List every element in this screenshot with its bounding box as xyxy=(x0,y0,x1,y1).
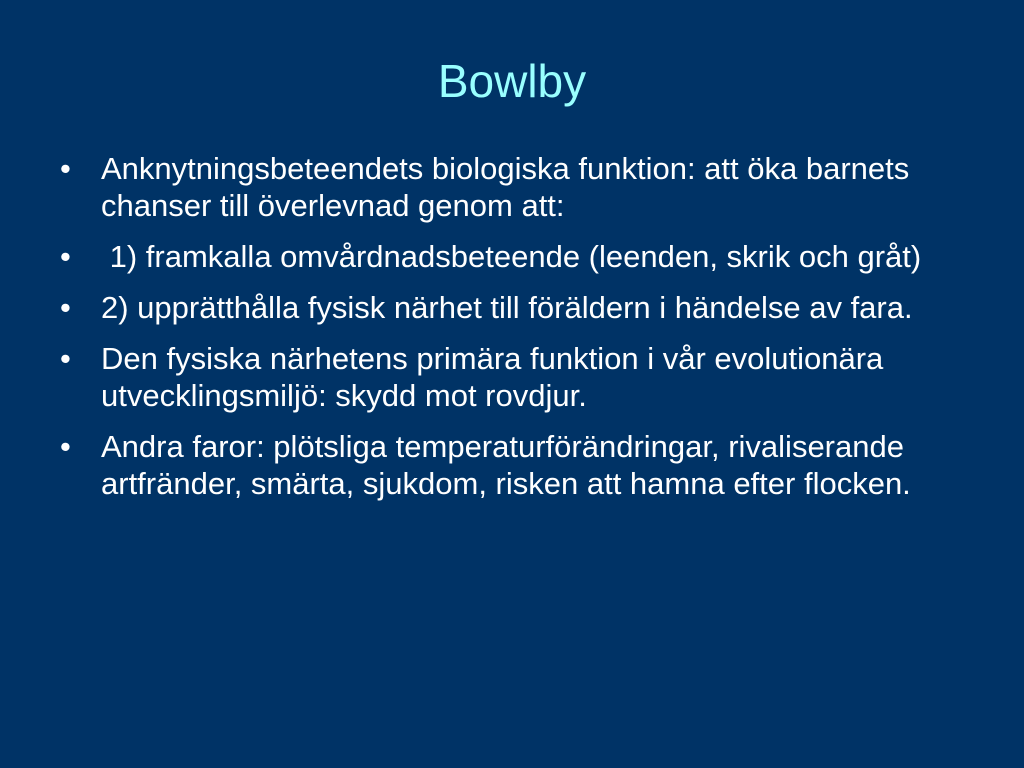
bullet-item-3 xyxy=(60,289,980,326)
bullet-item-4 xyxy=(60,340,980,414)
bullet-marker: • xyxy=(60,290,71,325)
bullet-text: Den fysiska närhetens primära funktion i vår evolutionära utvecklingsmiljö: skydd mot rovdjur. xyxy=(101,341,892,413)
bullet-marker: • xyxy=(60,239,71,274)
bullet-marker: • xyxy=(60,341,71,376)
bullet-item-1 xyxy=(60,150,980,224)
bullet-text: 2) upprätthålla fysisk närhet till föräldern i händelse av fara. xyxy=(101,290,913,325)
bullet-marker: • xyxy=(60,429,71,464)
bullet-text: 1) framkalla omvårdnadsbeteende (leenden, skrik och gråt) xyxy=(101,239,922,274)
bullet-list xyxy=(60,150,980,516)
slide-title: Bowlby xyxy=(437,55,587,107)
bullet-item-2 xyxy=(60,238,980,275)
bullet-item-5 xyxy=(60,428,980,502)
bullet-text: Anknytningsbeteendets biologiska funktion: att öka barnets chanser till överlevnad genom att: xyxy=(101,151,918,223)
bullet-text: Andra faror: plötsliga temperaturförändringar, rivaliserande artfränder, smärta, sjukdom, risken att hamna efter flocken. xyxy=(101,429,913,501)
bullet-marker: • xyxy=(60,151,71,186)
